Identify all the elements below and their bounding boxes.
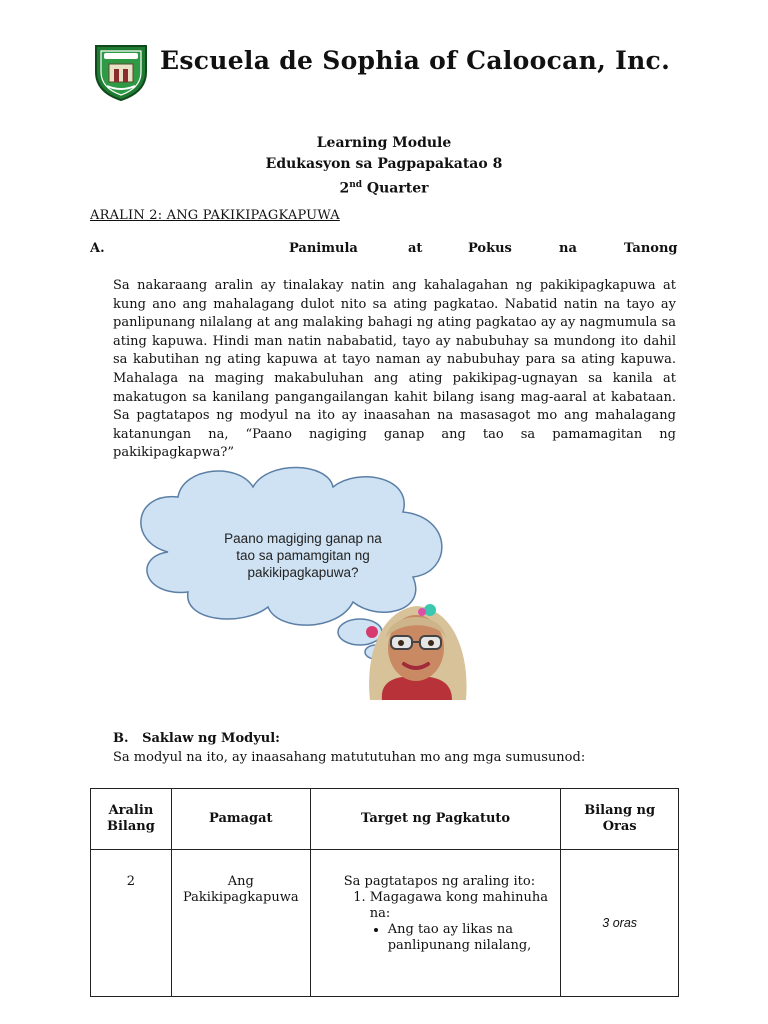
col-header-oras: Bilang ng Oras [561, 789, 679, 850]
section-b-heading: B. Saklaw ng Modyul: [113, 731, 280, 746]
section-a-word: Panimula [289, 241, 358, 256]
col-header-pamagat: Pamagat [171, 789, 310, 850]
cloud-question: Paano magiging ganap na tao sa pamamgitan ng pakikipagkapuwa? [224, 531, 382, 580]
school-logo [92, 42, 150, 102]
section-a-letter: A. [90, 241, 105, 256]
target-list [344, 890, 553, 954]
module-title-block [0, 133, 768, 200]
target-item: 1. Magagawa kong mahinuha na: • Ang tao ay likas na panlipunang nilalang, [370, 890, 553, 954]
table-row [91, 850, 679, 997]
intro-paragraph: Sa nakaraang aralin ay tinalakay natin ang kahalagahan ng pakikipagkapuwa at kung ano ang mahalagang dulot nito sa ating pagkatao. Nabatid natin na tayo ay panlipunang nilalang at ang malaking bahagi ng ating pagkatao ay ay nagmumula sa ating kapuwa. Hindi man natin nababatid, tayo ay nabubuhay sa mundong ito dahil sa kabutihan ng ating kapuwa at tayo naman ay nabubuhay para sa ating kapuwa. Mahalaga na maging makabuluhan ang ating pakikipag-ugnayan sa kanila at makatugon sa kanilang pangangailangan kahit bilang isang mag-aaral at kabataan. Sa pagtatapos ng modyul na ito ay inaasahan na masasagot mo ang mahalagang katanungan na, “Paano nagiging ganap ang tao sa pamamagitan ng pakikipagkapwa?” [113, 278, 676, 461]
school-name: Escuela de Sophia of Caloocan, Inc. [160, 46, 671, 75]
section-a-word: at [408, 241, 423, 256]
lesson-heading: ARALIN 2: ANG PAKIKIPAGKAPUWA [90, 208, 340, 223]
table-header-row [91, 789, 679, 850]
target-sublist [370, 922, 553, 954]
cell-hours: 3 oras [561, 850, 679, 997]
school-header [92, 42, 692, 106]
cell-lesson-title: Ang Pakikipagkapuwa [171, 850, 310, 997]
teacher-avatar [360, 596, 472, 700]
quarter-title: 2nd Quarter [339, 180, 429, 197]
module-scope-table [90, 788, 679, 997]
section-a-word: na [559, 241, 577, 256]
module-title: Learning Module [316, 135, 452, 151]
subject-title: Edukasyon sa Pagpapakatao 8 [265, 156, 503, 172]
cell-lesson-number: 2 [91, 850, 172, 997]
cell-learning-target: Sa pagtatapos ng araling ito: 1. Magagawa kong mahinuha na: • Ang tao ay likas na panlipunang nilalang, [310, 850, 561, 997]
col-header-aralin: Aralin Bilang [91, 789, 172, 850]
section-a-word: Pokus [468, 241, 512, 256]
section-a-word: Tanong [624, 241, 678, 256]
col-header-target: Target ng Pagkatuto [310, 789, 561, 850]
section-a-heading [90, 241, 678, 261]
target-bullet: • Ang tao ay likas na panlipunang nilalang, [388, 922, 553, 954]
section-b-subtext: Sa modyul na ito, ay inaasahang matututuhan mo ang mga sumusunod: [113, 750, 586, 765]
